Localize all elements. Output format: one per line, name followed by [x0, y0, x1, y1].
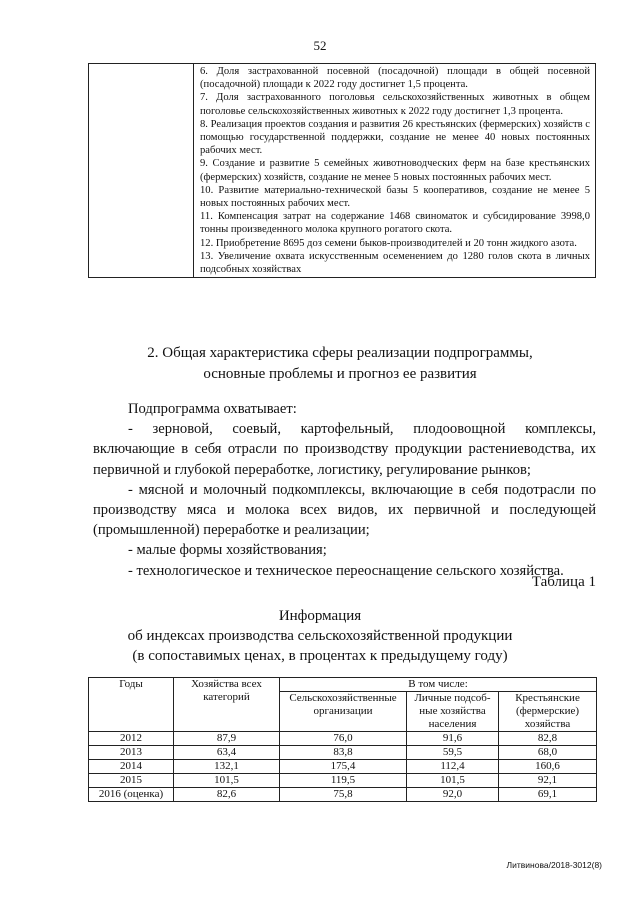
body-paragraph: - мясной и молочный подкомплексы, включающие в себя подотрасли по производству мяса и молока всех видов, их первичной и последующей (промышленной) переработке и реализации;: [93, 481, 596, 539]
cell-value: 119,5: [280, 774, 407, 788]
body-text: [93, 399, 596, 581]
header-peasant-farms: Крестьянские (фермерские) хозяйства: [499, 692, 597, 732]
targets-table: [88, 63, 596, 278]
target-item: 13. Увеличение охвата искусственным осеменением до 1280 голов скота в личных подсобных хозяйствах: [200, 250, 590, 276]
cell-value: 101,5: [407, 774, 499, 788]
header-years: Годы: [89, 678, 174, 732]
cell-value: 92,0: [407, 788, 499, 802]
document-reference: Литвинова/2018-3012(8): [506, 860, 602, 870]
body-paragraph: - малые формы хозяйствования;: [128, 542, 327, 559]
target-item: 10. Развитие материально-технической базы 5 кооперативов, создание не менее 5 новых постоянных рабочих мест.: [200, 184, 590, 210]
body-paragraph: - зерновой, соевый, картофельный, плодоовощной комплексы, включающие в себя отрасли по производству продукции растениеводства, их первичной и глубокой переработке, логистику, регулирование рынков;: [93, 421, 596, 478]
table-row: [89, 760, 597, 774]
cell-value: 63,4: [174, 746, 280, 760]
cell-value: 83,8: [280, 746, 407, 760]
info-subtitle: об индексах производства сельскохозяйственной продукции: [127, 628, 513, 644]
section-title-line: основные проблемы и прогноз ее развития: [203, 366, 477, 382]
header-personal-farms: Личные подсоб-ные хозяйства населения: [407, 692, 499, 732]
target-item: 11. Компенсация затрат на содержание 1468 свиноматок и субсидирование 3998,0 тонны произведенного молока крупного рогатого скота.: [200, 211, 590, 236]
cell-value: 82,6: [174, 788, 280, 802]
cell-year: 2016 (оценка): [89, 788, 174, 802]
cell-value: 91,6: [407, 732, 499, 746]
body-intro: Подпрограмма охватывает:: [128, 401, 297, 417]
cell-value: 175,4: [280, 760, 407, 774]
target-item: 7. Доля застрахованного поголовья сельскохозяйственных животных в общем поголовье сельскохозяйственных животных к 2022 году достигнет 1,3 процента.: [200, 92, 590, 117]
target-item: 8. Реализация проектов создания и развития 26 крестьянских (фермерских) хозяйств с помощью государственной поддержки, создание не менее 40 новых постоянных рабочих мест.: [200, 118, 590, 157]
cell-value: 101,5: [174, 774, 280, 788]
cell-value: 132,1: [174, 760, 280, 774]
section-title-line: 2. Общая характеристика сферы реализации подпрограммы,: [147, 345, 533, 361]
section-title: [100, 343, 580, 385]
table-row: [89, 788, 597, 802]
production-index-table: [88, 677, 597, 802]
table-row: [89, 746, 597, 760]
cell-value: 92,1: [499, 774, 597, 788]
target-item: 12. Приобретение 8695 доз семени быков-производителей и 20 тонн жидкого азота.: [200, 237, 577, 249]
table-row: [89, 774, 597, 788]
header-all-categories: Хозяйства всех категорий: [174, 678, 280, 732]
header-agri-organizations: Сельскохозяйственные организации: [280, 692, 407, 732]
cell-value: 160,6: [499, 760, 597, 774]
page-number: 52: [313, 38, 327, 53]
cell-year: 2015: [89, 774, 174, 788]
cell-year: 2014: [89, 760, 174, 774]
cell-year: 2012: [89, 732, 174, 746]
info-subtitle: (в сопоставимых ценах, в процентах к предыдущему году): [132, 648, 508, 664]
cell-value: 59,5: [407, 746, 499, 760]
target-item: 9. Создание и развитие 5 семейных животноводческих ферм на базе крестьянских (фермерских) хозяйств, создание не менее 5 новых постоянных рабочих мест.: [200, 158, 590, 183]
cell-value: 76,0: [280, 732, 407, 746]
cell-year: 2013: [89, 746, 174, 760]
target-item: 6. Доля застрахованной посевной (посадочной) площади в общей посевной (посадочной) площади к 2022 году достигнет 1,5 процента.: [200, 66, 590, 91]
info-title: Информация: [278, 608, 362, 624]
table-caption: Таблица 1: [531, 574, 596, 590]
cell-value: 69,1: [499, 788, 597, 802]
info-title-block: [0, 606, 640, 666]
targets-list-cell: [194, 64, 596, 278]
cell-value: 75,8: [280, 788, 407, 802]
table-row: [89, 732, 597, 746]
header-including: В том числе:: [280, 678, 597, 692]
targets-table-empty-cell: [89, 64, 194, 278]
cell-value: 68,0: [499, 746, 597, 760]
cell-value: 82,8: [499, 732, 597, 746]
body-paragraph: - технологическое и техническое переоснащение сельского хозяйства.: [128, 562, 564, 579]
cell-value: 87,9: [174, 732, 280, 746]
cell-value: 112,4: [407, 760, 499, 774]
